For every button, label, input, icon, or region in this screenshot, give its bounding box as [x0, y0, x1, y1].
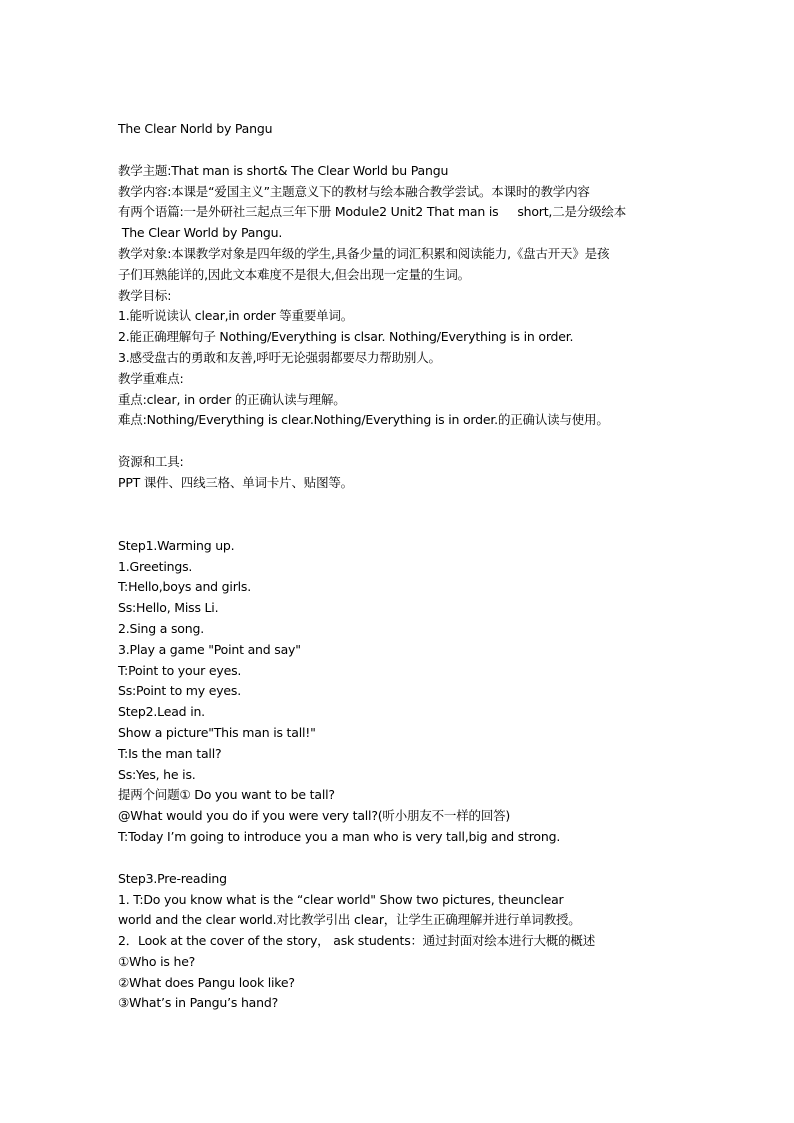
step1-line: 3.Play a game "Point and say": [118, 641, 301, 657]
step2-line: @What would you do if you were very tall?(听小朋友不一样的回答): [118, 808, 511, 824]
goal-1: 1.能听说读认 clear,in order 等重要单词。: [118, 308, 354, 324]
content-line-3: The Clear World by Pangu.: [118, 225, 283, 241]
difficult-point: 难点:Nothing/Everything is clear.Nothing/Everything is in order.的正确认读与使用。: [118, 412, 609, 428]
resources-heading: 资源和工具:: [118, 454, 184, 470]
step1-line: Ss:Point to my eyes.: [118, 683, 242, 699]
document-title: The Clear Norld by Pangu: [118, 121, 273, 136]
target-line-2: 子们耳熟能详的,因此文本难度不是很大,但会出现一定量的生词。: [118, 266, 470, 282]
content-line-2: 有两个语篇:一是外研社三起点三年下册 Module2 Unit2 That man is short,二是分级绘本: [118, 204, 627, 220]
topic-line: 教学主题:That man is short& The Clear World bu Pangu: [118, 162, 449, 178]
goal-3: 3.感受盘古的勇敢和友善,呼吁无论强弱都要尽力帮助别人。: [118, 349, 441, 365]
step3-line: ①Who is he?: [118, 953, 196, 969]
key-point: 重点:clear, in order 的正确认读与理解。: [118, 391, 346, 407]
key-points-heading: 教学重难点:: [118, 370, 184, 386]
step1-heading: Step1.Warming up.: [118, 537, 235, 553]
step3-line: 2．Look at the cover of the story， ask students：通过封面对绘本进行大概的概述: [118, 933, 596, 949]
step2-line: Ss:Yes, he is.: [118, 766, 196, 782]
step3-heading: Step3.Pre-reading: [118, 870, 227, 886]
goals-heading: 教学目标:: [118, 287, 172, 303]
step1-line: T:Hello,boys and girls.: [118, 579, 251, 595]
step1-line: 1.Greetings.: [118, 558, 193, 574]
step3-line: 1. T:Do you know what is the “clear world" Show two pictures, theunclear: [118, 891, 564, 907]
step2-heading: Step2.Lead in.: [118, 704, 205, 720]
target-line-1: 教学对象:本课教学对象是四年级的学生,具备少量的词汇积累和阅读能力,《盘古开天》是孩: [118, 245, 610, 261]
content-line-1: 教学内容:本课是“爱国主义”主题意义下的教材与绘本融合教学尝试。本课时的教学内容: [118, 183, 590, 199]
step1-line: T:Point to your eyes.: [118, 662, 242, 678]
step2-line: Show a picture"This man is tall!": [118, 724, 316, 740]
step1-line: 2.Sing a song.: [118, 620, 204, 636]
resources-items: PPT 课件、四线三格、单词卡片、贴图等。: [118, 474, 353, 490]
step2-line: T:Today I’m going to introduce you a man who is very tall,big and strong.: [118, 828, 561, 844]
step2-line: 提两个问题① Do you want to be tall?: [118, 787, 335, 803]
step3-line: world and the clear world.对比教学引出 clear，让学生正确理解并进行单词教授。: [118, 912, 581, 928]
step2-line: T:Is the man tall?: [118, 745, 222, 761]
step3-line: ②What does Pangu look like?: [118, 974, 295, 990]
step1-line: Ss:Hello, Miss Li.: [118, 600, 219, 616]
goal-2: 2.能正确理解句子 Nothing/Everything is clsar. Nothing/Everything is in order.: [118, 329, 574, 345]
lesson-plan-body: [118, 119, 688, 1014]
step3-line: ③What’s in Pangu’s hand?: [118, 995, 279, 1011]
